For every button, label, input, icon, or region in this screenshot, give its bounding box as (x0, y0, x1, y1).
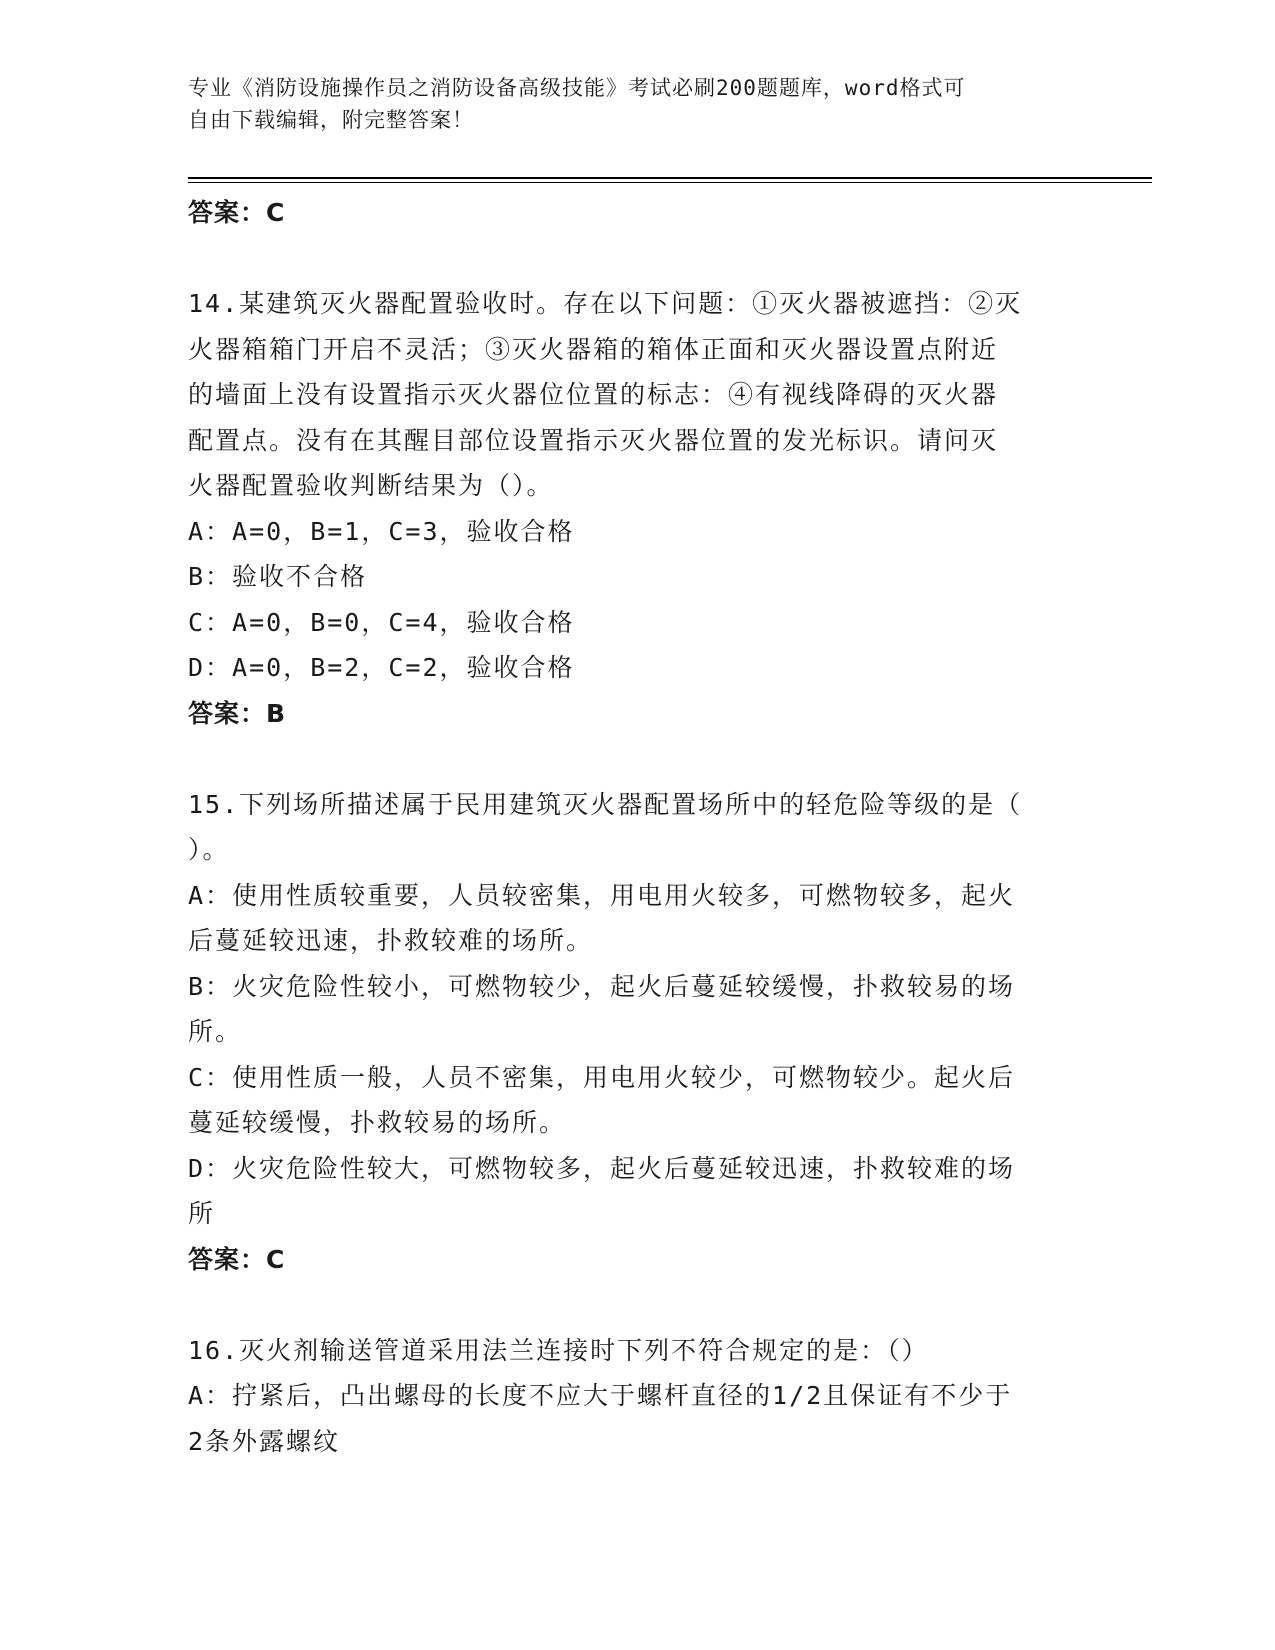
stem-line: 14.某建筑灭火器配置验收时。存在以下问题：①灭火器被遮挡：②灭 (188, 289, 1023, 318)
option-line: D：A=0，B=2，C=2，验收合格 (188, 653, 575, 682)
stem-line: 的墙面上没有设置指示灭火器位位置的标志：④有视线降碍的灭火器 (188, 380, 999, 409)
option-line: B：火灾危险性较小，可燃物较少，起火后蔓延较缓慢，扑救较易的场 (188, 971, 1016, 1001)
option-line: 所。 (188, 1017, 243, 1046)
header-divider-thick (188, 177, 1152, 179)
stem-line: 火器箱箱门开启不灵活；③灭火器箱的箱体正面和灭火器设置点附近 (188, 334, 999, 364)
answer-q13: 答案：C (188, 198, 286, 227)
option-line: D：火灾危险性较大，可燃物较多，起火后蔓延较迅速，扑救较难的场 (188, 1153, 1016, 1183)
stem-line: 火器配置验收判断结果为（）。 (188, 471, 554, 500)
page-header (188, 72, 1068, 136)
question-14-option-d (188, 645, 1078, 691)
question-15 (188, 782, 1078, 1283)
option-line: C：A=0，B=0，C=4，验收合格 (188, 607, 575, 637)
option-line: A：拧紧后，凸出螺母的长度不应大于螺杆直径的1/2且保证有不少于 (188, 1381, 1013, 1410)
option-line: B：验收不合格 (188, 562, 368, 591)
question-content (188, 190, 1078, 1464)
option-line: 所 (188, 1199, 216, 1228)
option-line: 2条外露螺纹 (188, 1426, 341, 1456)
question-16 (188, 1328, 1078, 1465)
answer-q15: 答案：C (188, 1244, 286, 1274)
answer-q14: 答案：B (188, 698, 287, 728)
spacer (188, 1282, 1078, 1328)
question-14 (188, 281, 1078, 736)
question-15-stem (188, 782, 1078, 873)
stem-line: 15.下列场所描述属于民用建筑灭火器配置场所中的轻危险等级的是（ (188, 789, 1023, 819)
option-line: 蔓延较缓慢，扑救较易的场所。 (188, 1108, 567, 1137)
header-divider-thin (188, 182, 1152, 183)
option-line: A：使用性质较重要，人员较密集，用电用火较多，可燃物较多，起火 (188, 880, 1016, 910)
question-16-option-a (188, 1373, 1078, 1464)
spacer (188, 236, 1078, 282)
question-15-option-b (188, 964, 1078, 1055)
stem-line: 16.灭火剂输送管道采用法兰连接时下列不符合规定的是：（） (188, 1335, 929, 1365)
stem-line: ）。 (188, 835, 230, 864)
question-14-option-c (188, 600, 1078, 646)
question-14-option-b (188, 554, 1078, 600)
question-15-option-c (188, 1055, 1078, 1146)
question-15-option-a (188, 873, 1078, 964)
question-14-stem (188, 281, 1078, 509)
header-line-1: 专业《消防设施操作员之消防设备高级技能》考试必刷200题题库，word格式可 (188, 76, 966, 100)
option-line: A：A=0，B=1，C=3，验收合格 (188, 516, 575, 546)
option-line: C：使用性质一般，人员不密集，用电用火较少，可燃物较少。起火后 (188, 1062, 1016, 1092)
spacer (188, 736, 1078, 782)
question-15-option-d (188, 1146, 1078, 1237)
header-line-2: 自由下载编辑，附完整答案！ (188, 108, 474, 132)
question-14-option-a (188, 509, 1078, 555)
stem-line: 配置点。没有在其醒目部位设置指示灭火器位置的发光标识。请问灭 (188, 425, 999, 455)
question-16-stem (188, 1328, 1078, 1374)
option-line: 后蔓延较迅速，扑救较难的场所。 (188, 926, 594, 955)
